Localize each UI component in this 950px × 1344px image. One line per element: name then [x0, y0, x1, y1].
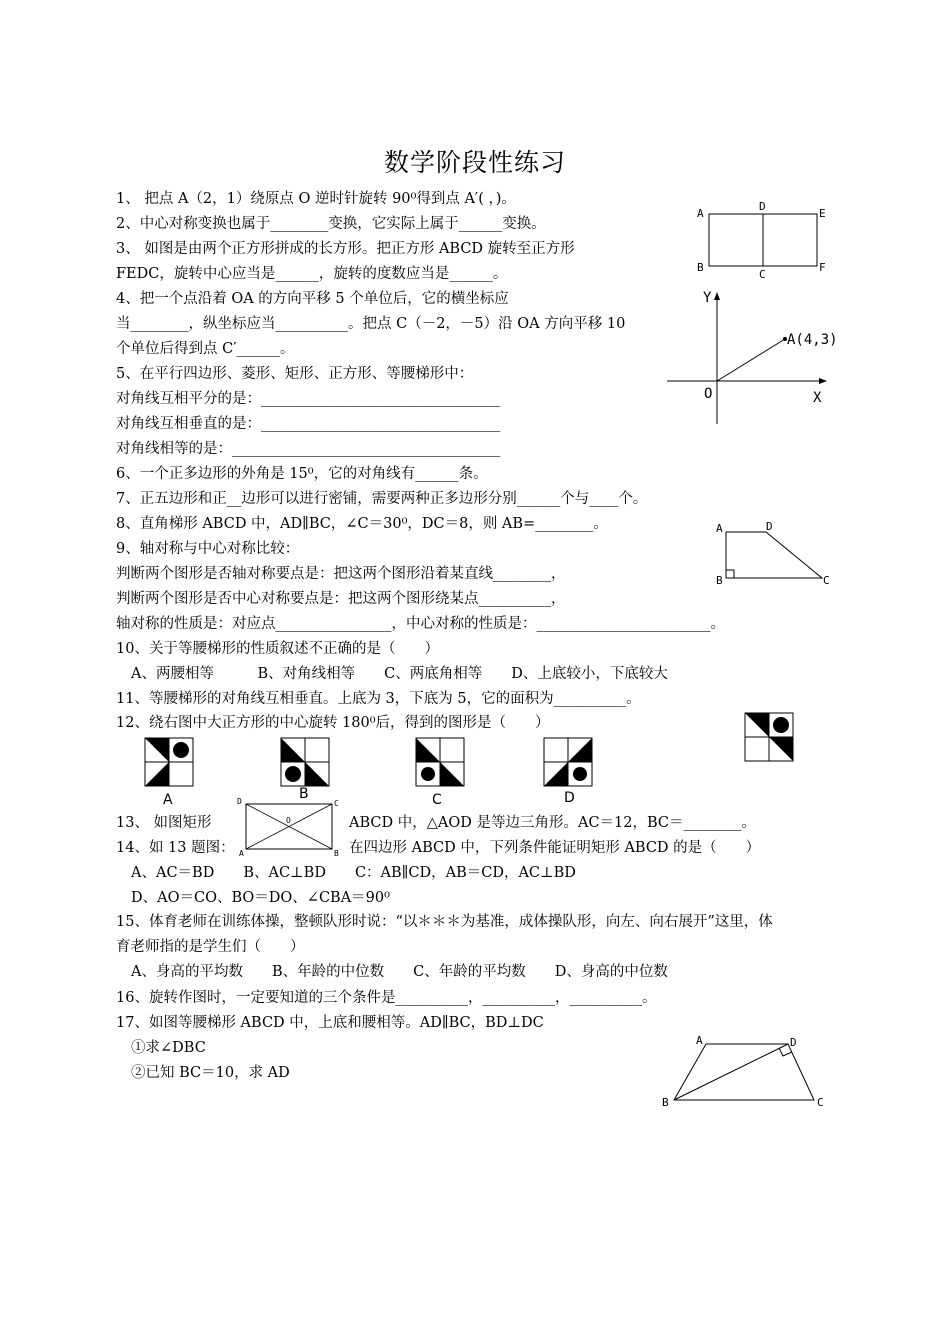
- label-c: C: [759, 268, 766, 281]
- label-d: D: [237, 797, 242, 806]
- option-b-triangle-1: [281, 738, 305, 762]
- x-axis-arrow: [819, 378, 827, 384]
- question-14-options-1: A、AC＝BD B、AC⊥BD C：AB∥CD，AB＝CD，AC⊥BD: [131, 865, 576, 881]
- option-a-triangle-1: [145, 738, 169, 762]
- trapezoid-outline: [674, 1044, 814, 1100]
- option-c-label: C: [432, 792, 442, 808]
- figure-q12-option-a: [145, 738, 195, 808]
- question-9: 9、轴对称与中心对称比较：: [116, 541, 300, 557]
- question-11: 11、等腰梯形的对角线互相垂直。上底为 3，下底为 5，它的面积为__________。: [116, 691, 641, 707]
- option-c-triangle-2: [440, 762, 464, 786]
- option-b-label: B: [299, 786, 309, 802]
- question-2: 2、中心对称变换也属于________变换，它实际上属于______变换。: [116, 216, 546, 232]
- question-5-a: 对角线互相平分的是：_________________________________: [116, 391, 501, 407]
- label-d: D: [759, 200, 766, 213]
- question-8: 8、直角梯形 ABCD 中，AD∥BC，∠C＝30⁰，DC＝8，则 AB=________。: [116, 516, 608, 532]
- label-x: X: [813, 390, 822, 406]
- figure-q12-reference: [745, 713, 795, 763]
- option-c-dot: [421, 767, 435, 781]
- page-title: 数学阶段性练习: [383, 148, 566, 177]
- option-d-triangle-1: [568, 738, 592, 762]
- question-1: 1、 把点 A（2，1）绕原点 O 逆时针旋转 90⁰得到点 A′( ，)。: [116, 191, 516, 207]
- right-angle-mark: [726, 570, 734, 578]
- option-b-dot: [285, 766, 301, 782]
- question-5-b: 对角线互相垂直的是：_________________________________: [116, 416, 501, 432]
- figure-q17-isosceles-trapezoid: [660, 1032, 840, 1112]
- question-4-line-1: 4、把一个点沿着 OA 的方向平移 5 个单位后，它的横坐标应: [116, 291, 509, 307]
- question-15-options: A、身高的平均数 B、年龄的中位数 C、年龄的平均数 D、身高的中位数: [131, 964, 668, 980]
- label-o: O: [704, 386, 713, 402]
- figure-two-squares: [695, 198, 835, 283]
- option-d-label: D: [564, 790, 575, 806]
- reference-dot: [773, 717, 789, 733]
- label-c: C: [334, 799, 339, 808]
- option-a-dot: [173, 742, 189, 758]
- reference-triangle-bottom-right: [769, 737, 793, 761]
- question-15-line-1: 15、体育老师在训练体操，整顿队形时说：“以＊＊＊为基准，成体操队形，向左、向右展开”这里，体: [116, 914, 773, 930]
- figure-right-trapezoid: [712, 518, 842, 590]
- option-a-triangle-2: [145, 762, 169, 786]
- question-4-line-2: 当________，纵坐标应当__________。把点 C（－2，－5）沿 OA 方向平移 10: [116, 316, 626, 332]
- question-17-part-2: ②已知 BC＝10，求 AD: [131, 1065, 290, 1081]
- trapezoid-outline: [726, 532, 822, 578]
- figure-q13-rectangle: [236, 796, 341, 858]
- question-9-b: 判断两个图形是否中心对称要点是：把这两个图形绕某点__________，: [116, 591, 566, 607]
- label-c: C: [823, 574, 830, 587]
- label-a: A: [697, 207, 704, 220]
- label-d: D: [790, 1036, 797, 1049]
- question-12: 12、绕右图中大正方形的中心旋转 180⁰后，得到的图形是（ ）: [116, 715, 550, 731]
- label-point-a: A(4,3): [787, 332, 838, 348]
- question-14-b: 在四边形 ABCD 中，下列条件能证明矩形 ABCD 的是（ ）: [349, 840, 761, 856]
- label-f: F: [819, 261, 826, 274]
- question-13-a: 13、 如图矩形: [116, 815, 212, 831]
- label-a: A: [239, 849, 244, 858]
- label-e: E: [819, 207, 826, 220]
- label-b: B: [662, 1096, 669, 1109]
- label-c: C: [817, 1096, 824, 1109]
- question-6: 6、一个正多边形的外角是 15⁰，它的对角线有______条。: [116, 466, 488, 482]
- question-17: 17、如图等腰梯形 ABCD 中，上底和腰相等。AD∥BC，BD⊥DC: [116, 1015, 544, 1031]
- label-y: Y: [703, 290, 712, 306]
- label-b: B: [697, 261, 704, 274]
- option-b-triangle-2: [305, 762, 329, 786]
- figure-coordinate-axes: [663, 288, 853, 428]
- question-17-part-1: ①求∠DBC: [131, 1040, 206, 1056]
- question-14-a: 14、如 13 题图：: [116, 840, 235, 856]
- question-16: 16、旋转作图时，一定要知道的三个条件是__________，__________，__________。: [116, 990, 657, 1006]
- option-a-label: A: [163, 792, 173, 808]
- label-b: B: [334, 849, 339, 858]
- reference-triangle-top-left: [745, 713, 769, 737]
- question-5-c: 对角线相等的是：_____________________________________: [116, 441, 501, 457]
- label-o: O: [286, 816, 291, 825]
- question-13-b: ABCD 中，△AOD 是等边三角形。AC＝12，BC＝________。: [349, 815, 757, 831]
- figure-q12-option-c: [416, 738, 466, 808]
- option-d-triangle-2: [544, 762, 568, 786]
- question-9-a: 判断两个图形是否轴对称要点是：把这两个图形沿着某直线________，: [116, 566, 566, 582]
- question-4-line-3: 个单位后得到点 C′______。: [116, 341, 295, 357]
- question-5: 5、在平行四边形、菱形、矩形、正方形、等腰梯形中：: [116, 366, 474, 382]
- diagonal-bd: [674, 1044, 788, 1100]
- figure-q12-option-d: [544, 738, 594, 808]
- question-3-line-1: 3、 如图是由两个正方形拼成的长方形。把正方形 ABCD 旋转至正方形: [116, 241, 575, 257]
- question-14-options-2: D、AO＝CO、BO＝DO、∠CBA＝90⁰: [131, 890, 390, 906]
- y-axis-arrow: [714, 292, 720, 300]
- question-10: 10、关于等腰梯形的性质叙述不正确的是（ ）: [116, 641, 439, 657]
- label-a: A: [716, 522, 723, 535]
- segment-oa: [717, 339, 785, 381]
- label-b: B: [716, 574, 723, 587]
- question-10-options: A、两腰相等 B、对角线相等 C、两底角相等 D、上底较小，下底较大: [131, 666, 668, 682]
- option-d-dot: [573, 767, 587, 781]
- question-9-c: 轴对称的性质是：对应点________________，中心对称的性质是：________________________。: [116, 616, 725, 632]
- question-7: 7、正五边形和正__边形可以进行密铺，需要两种正多边形分别______个与____个。: [116, 491, 648, 507]
- label-d: D: [766, 520, 773, 533]
- question-15-line-2: 育老师指的是学生们（ ）: [116, 939, 305, 955]
- label-a: A: [696, 1034, 703, 1047]
- question-3-line-2: FEDC，旋转中心应当是______，旋转的度数应当是______。: [116, 266, 508, 282]
- option-c-triangle-1: [416, 738, 440, 762]
